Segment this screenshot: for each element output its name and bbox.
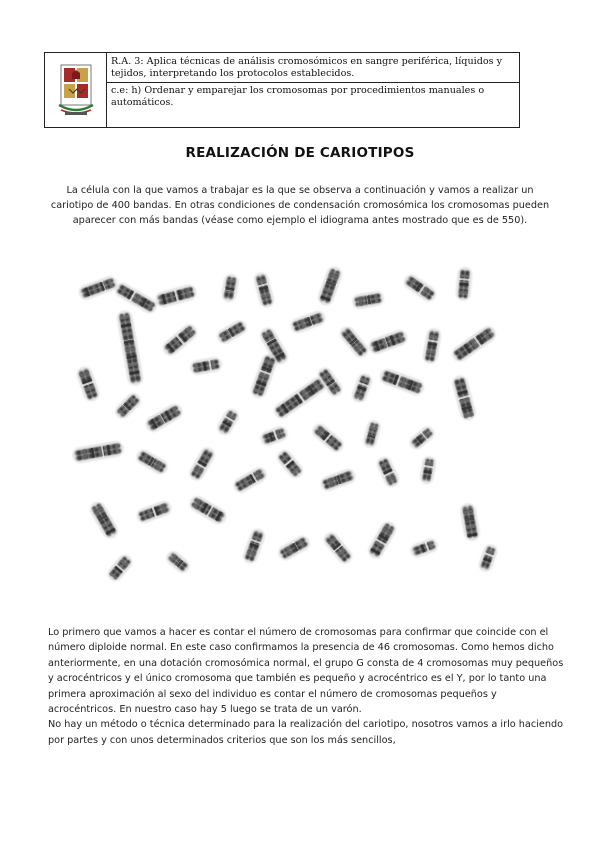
chromosome xyxy=(252,271,276,310)
metaphase-chromosome-image xyxy=(68,258,520,608)
chromosome xyxy=(112,390,144,422)
chromosome xyxy=(274,447,306,481)
body-paragraph-1: Lo primero que vamos a hacer es contar el número de cromosomas para confirmar que coincide con el número diploide normal. En este caso confirmamos la presencia de 46 cromosomas. Como hemos dicho anteriormente, en una dotación cromosómica normal, el grupo G consta de 4 cromosomas muy pequeños y acrocéntricos y el único cromosoma que también es pequeño y acrocéntrico es el Y, por lo tanto una primera aproximación al sexo del individuo es contar el número de cromosomas pequeños y acrocéntricos. En nuestro caso hay 5 luego se trata de un varón. xyxy=(48,627,564,716)
chromosome xyxy=(419,455,438,485)
chromosome xyxy=(77,274,120,302)
chromosome xyxy=(187,493,230,527)
chromosome xyxy=(408,537,439,560)
body-text xyxy=(48,625,564,748)
chromosome xyxy=(220,273,240,303)
logo-cell xyxy=(45,53,107,127)
chromosome xyxy=(365,519,399,562)
chromosome xyxy=(214,318,249,347)
chromosome xyxy=(337,323,372,360)
chromosome xyxy=(421,327,442,365)
chromosome xyxy=(87,499,121,542)
chromosome xyxy=(112,280,159,316)
chromosome xyxy=(249,352,280,401)
chromosome xyxy=(74,364,101,403)
chromosome xyxy=(160,321,201,359)
evaluation-criterion-cell: c.e: h) Ordenar y emparejar los cromosomas por procedimientos manuales o automáticos. xyxy=(111,85,485,108)
chromosome xyxy=(187,445,218,484)
chromosome xyxy=(189,356,223,376)
chromosome xyxy=(289,309,328,335)
chromosome xyxy=(258,424,289,448)
chromosome xyxy=(455,266,473,301)
chromosome xyxy=(366,328,409,357)
chromosome xyxy=(309,421,346,456)
chromosome xyxy=(350,371,374,404)
chromosome xyxy=(362,419,383,450)
chromosome xyxy=(116,309,145,387)
chromosome xyxy=(319,467,358,493)
chromosome xyxy=(164,548,193,575)
chromosome xyxy=(449,323,499,365)
chromosome xyxy=(374,454,401,489)
learning-outcome-cell: R.A. 3: Aplica técnicas de análisis cromosómicos en sangre periférica, líquidos y tejidos, interpretando los protocolos establecidos. xyxy=(107,53,519,83)
chromosome xyxy=(407,424,437,453)
page-title: REALIZACIÓN DE CARIOTIPOS xyxy=(185,145,415,161)
chromosome xyxy=(378,367,427,398)
header-table xyxy=(44,52,520,128)
chromosome xyxy=(351,290,385,310)
body-paragraph-2: No hay un método o técnica determinado para la realización del cariotipo, nosotros vamos a irlo haciendo por partes y con unos determinados criterios que son los más sencillos, xyxy=(48,719,564,746)
chromosome xyxy=(450,374,477,423)
school-crest-icon xyxy=(55,61,97,119)
chromosome xyxy=(401,272,439,305)
chromosome xyxy=(154,283,199,309)
chromosome xyxy=(134,447,171,477)
chromosome xyxy=(241,527,267,566)
chromosome xyxy=(71,440,125,465)
chromosome xyxy=(316,264,345,307)
chromosome xyxy=(321,529,356,566)
chromosome xyxy=(105,552,136,585)
chromosome xyxy=(215,406,242,438)
chromosome xyxy=(143,401,186,435)
chromosome xyxy=(459,502,481,542)
chromosome xyxy=(477,542,500,573)
intro-paragraph: La célula con la que vamos a trabajar es la que se observa a continuación y vamos a realizar un cariotipo de 400 bandas. En otras condiciones de condensación cromosómica los cromosomas pueden aparecer con más bandas (véase como ejemplo el idiograma antes mostrado que es de 550). xyxy=(50,185,550,226)
chromosome xyxy=(135,499,174,525)
chromosome xyxy=(276,533,313,563)
chromosome-spread xyxy=(71,264,499,584)
chromosome xyxy=(231,465,270,496)
